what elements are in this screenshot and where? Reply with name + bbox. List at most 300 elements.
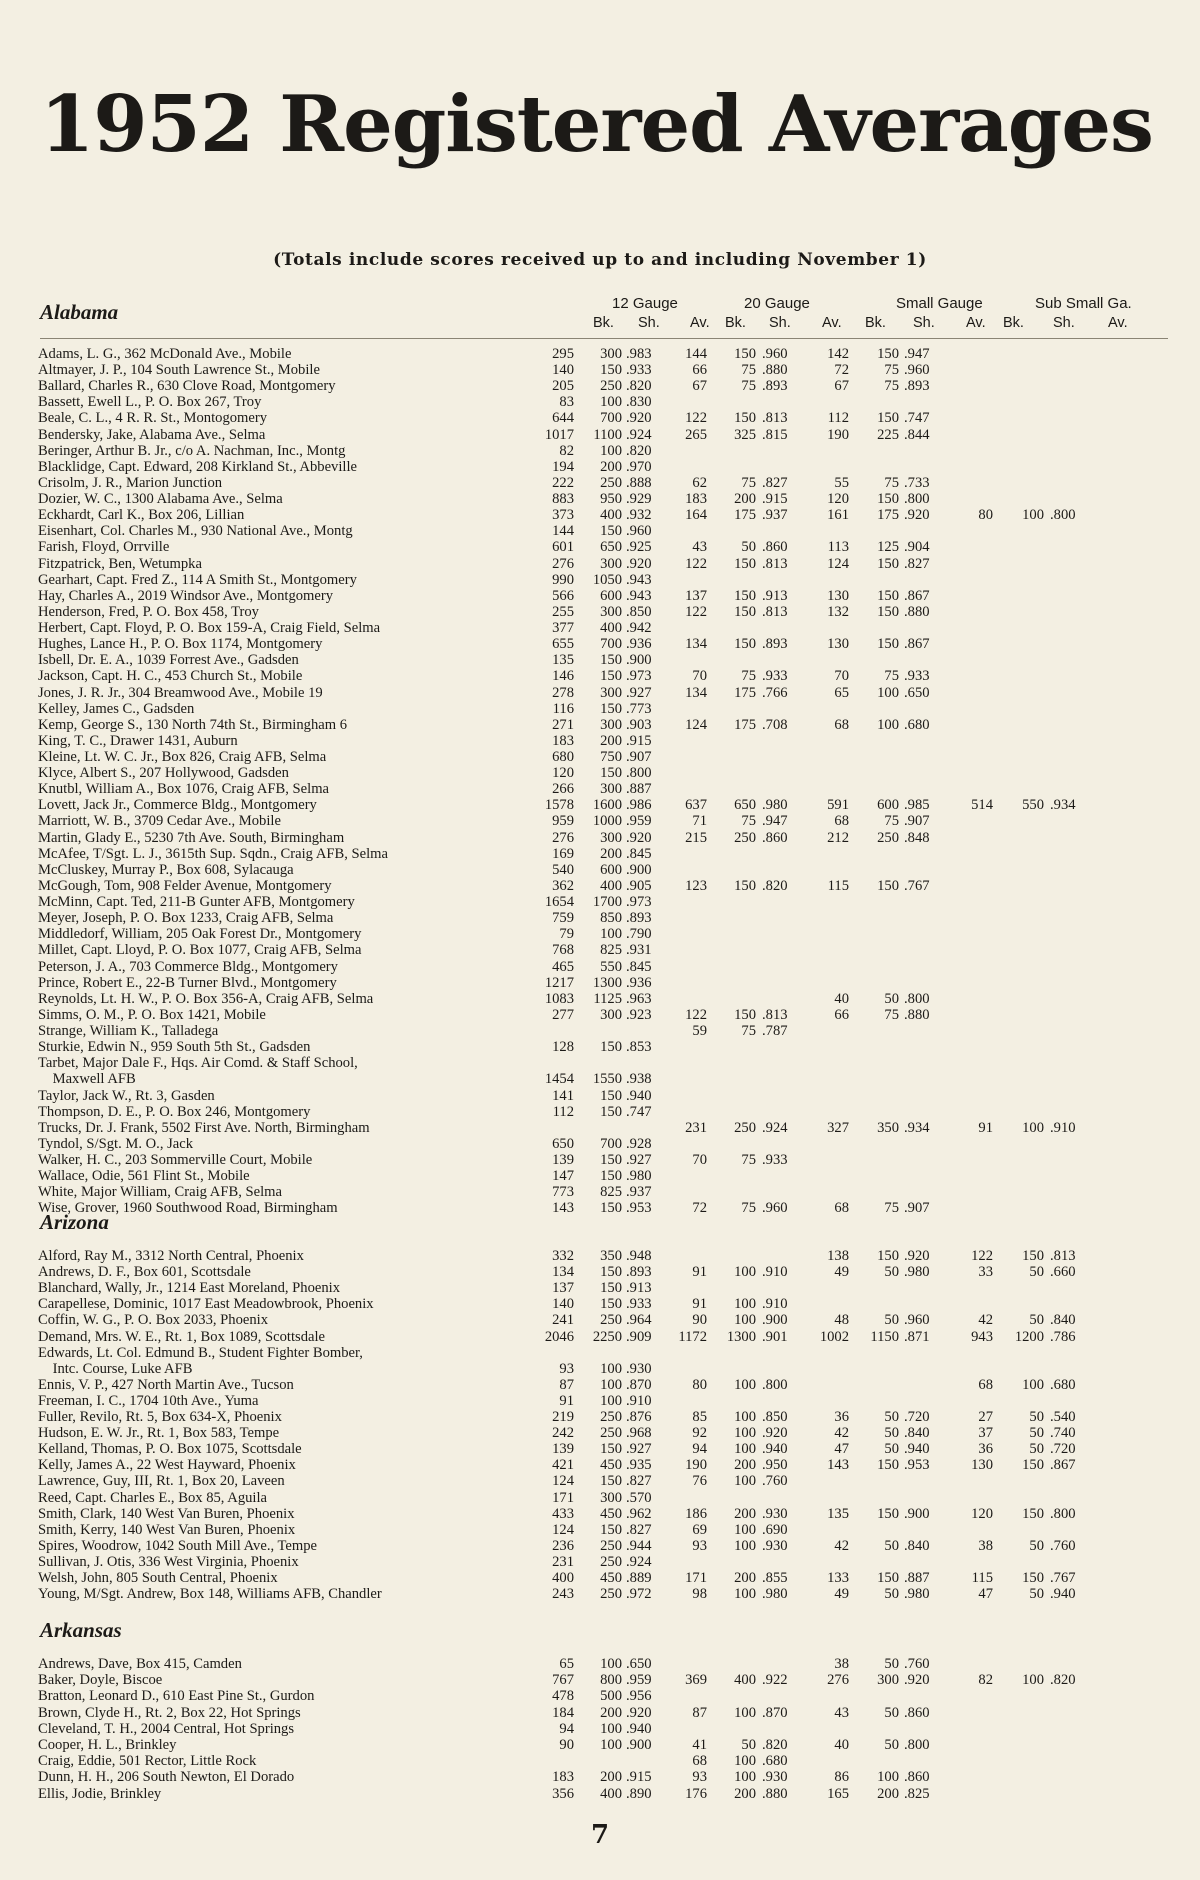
table-row (38, 1007, 1168, 1023)
average-cell: .790 (626, 926, 652, 943)
shooter-name: Lovett, Jack Jr., Commerce Bldg., Montgomery (38, 797, 317, 814)
table-row (38, 620, 1168, 636)
broke-cell: 68 (834, 716, 849, 733)
broke-cell: 655 (552, 636, 574, 653)
shot-cell: 600 (600, 861, 622, 878)
shooter-name: Herbert, Capt. Floyd, P. O. Box 159-A, Craig Field, Selma (38, 620, 381, 637)
shooter-name: Reynolds, Lt. H. W., P. O. Box 356-A, Craig AFB, Selma (38, 990, 374, 1007)
broke-cell: 276 (827, 1672, 849, 1689)
table-row (38, 797, 1168, 813)
shot-cell: 50 (741, 1737, 756, 1753)
shot-cell: 100 (734, 1473, 756, 1490)
table-row (38, 942, 1168, 958)
average-cell: .767 (904, 877, 930, 894)
shot-cell: 150 (877, 346, 899, 362)
shooter-name: McMinn, Capt. Ted, 211-B Gunter AFB, Montgomery (38, 894, 355, 911)
broke-cell: 135 (827, 1505, 849, 1522)
average-cell: .853 (626, 1039, 652, 1056)
table-row (38, 1329, 1168, 1345)
table-row (38, 1055, 1168, 1071)
shot-cell: 50 (884, 1656, 899, 1672)
table-row (38, 1136, 1168, 1152)
shot-cell: 700 (600, 1135, 622, 1152)
average-cell: .913 (762, 587, 788, 604)
broke-cell: 124 (685, 716, 707, 733)
shot-cell: 150 (877, 1457, 899, 1474)
col-bk: Bk. (593, 315, 614, 331)
broke-cell: 122 (685, 1006, 707, 1023)
table-row (38, 1656, 1168, 1672)
shot-cell: 50 (1029, 1537, 1044, 1554)
shot-cell: 550 (600, 958, 622, 975)
broke-cell: 93 (692, 1537, 707, 1554)
broke-cell: 112 (827, 410, 849, 427)
average-cell: .800 (904, 990, 930, 1007)
broke-cell: 138 (827, 1248, 849, 1264)
shooter-name: Freeman, I. C., 1704 10th Ave., Yuma (38, 1392, 259, 1409)
broke-cell: 219 (552, 1409, 574, 1425)
average-cell: .928 (626, 1135, 652, 1152)
broke-cell: 164 (685, 507, 707, 524)
shot-cell: 150 (600, 1103, 622, 1120)
shot-cell: 75 (884, 668, 899, 685)
broke-cell: 55 (834, 474, 849, 491)
shot-cell: 125 (877, 539, 899, 556)
shot-cell: 175 (734, 716, 756, 733)
table-row (38, 1586, 1168, 1602)
shooter-name: Bratton, Leonard D., 610 East Pine St., Gurdon (38, 1688, 315, 1705)
broke-cell: 478 (552, 1688, 574, 1705)
table-row (38, 459, 1168, 475)
average-cell: .850 (762, 1409, 788, 1425)
shooter-name: McGough, Tom, 908 Felder Avenue, Montgomery (38, 877, 332, 894)
table-row (38, 1168, 1168, 1184)
average-cell: .893 (626, 910, 652, 927)
broke-cell: 87 (692, 1704, 707, 1721)
shooter-name: Kelly, James A., 22 West Hayward, Phoenix (38, 1457, 296, 1474)
broke-cell: 130 (971, 1457, 993, 1474)
shot-cell: 300 (600, 684, 622, 701)
average-cell: .980 (626, 1168, 652, 1185)
shot-cell: 75 (741, 474, 756, 491)
average-cell: .980 (762, 797, 788, 814)
average-cell: .893 (762, 378, 788, 395)
state-heading: Alabama (40, 300, 119, 324)
shot-cell: 100 (734, 1537, 756, 1554)
broke-cell: 124 (827, 555, 849, 572)
average-cell: .813 (762, 1006, 788, 1023)
shot-cell: 400 (600, 507, 622, 524)
broke-cell: 91 (692, 1264, 707, 1281)
average-cell: .773 (626, 700, 652, 717)
table-row (38, 1705, 1168, 1721)
shooter-name: Simms, O. M., P. O. Box 1421, Mobile (38, 1006, 266, 1023)
broke-cell: 40 (834, 990, 849, 1007)
shooter-name: Edwards, Lt. Col. Edmund B., Student Fighter Bomber, (38, 1344, 363, 1361)
average-cell: .938 (626, 1071, 652, 1088)
table-row (38, 523, 1168, 539)
shot-cell: 300 (600, 829, 622, 846)
table-row (38, 1786, 1168, 1802)
shot-cell: 75 (741, 813, 756, 830)
broke-cell: 80 (692, 1376, 707, 1393)
broke-cell: 990 (552, 571, 574, 588)
shot-cell: 100 (600, 1376, 622, 1393)
broke-cell: 255 (552, 603, 574, 620)
shot-cell: 100 (877, 716, 899, 733)
shot-cell: 100 (734, 1441, 756, 1458)
shooter-name: Intc. Course, Luke AFB (38, 1360, 193, 1377)
broke-cell: 137 (552, 1280, 574, 1297)
average-cell: .860 (904, 1769, 930, 1786)
average-cell: .900 (762, 1312, 788, 1329)
broke-cell: 62 (692, 474, 707, 491)
table-row (38, 588, 1168, 604)
shot-cell: 1300 (726, 1328, 756, 1345)
shooter-name: King, T. C., Drawer 1431, Auburn (38, 732, 238, 749)
table-row (38, 830, 1168, 846)
broke-cell: 113 (827, 539, 849, 556)
broke-cell: 142 (827, 346, 849, 362)
broke-cell: 49 (834, 1264, 849, 1281)
col-bk: Bk. (865, 315, 886, 331)
shooter-name: Kleine, Lt. W. C. Jr., Box 826, Craig AFB, Selma (38, 749, 327, 765)
broke-cell: 171 (552, 1489, 574, 1506)
average-cell: .943 (626, 571, 652, 588)
shot-cell: 75 (884, 1006, 899, 1023)
average-cell: .947 (904, 346, 930, 362)
broke-cell: 680 (552, 749, 574, 765)
table-row (38, 1672, 1168, 1688)
broke-cell: 76 (692, 1473, 707, 1490)
table-row (38, 862, 1168, 878)
broke-cell: 1172 (678, 1328, 707, 1345)
shot-cell: 400 (600, 1785, 622, 1802)
shot-cell: 250 (734, 1119, 756, 1136)
shot-cell: 150 (734, 555, 756, 572)
average-cell: .747 (904, 410, 930, 427)
average-cell: .890 (626, 1785, 652, 1802)
table-row (38, 604, 1168, 620)
average-cell: .920 (904, 507, 930, 524)
average-cell: .924 (626, 1553, 652, 1570)
shooter-name: Brown, Clyde H., Rt. 2, Box 22, Hot Springs (38, 1704, 301, 1721)
shot-cell: 1700 (592, 894, 622, 911)
shooter-name: Hughes, Lance H., P. O. Box 1174, Montgomery (38, 636, 323, 653)
shooter-name: Blacklidge, Capt. Edward, 208 Kirkland St., Abbeville (38, 458, 357, 475)
average-cell: .933 (626, 362, 652, 379)
average-cell: .720 (904, 1409, 930, 1425)
average-cell: .943 (626, 587, 652, 604)
broke-cell: 94 (559, 1720, 574, 1737)
col-av: Av. (690, 315, 710, 331)
broke-cell: 48 (834, 1312, 849, 1329)
shot-cell: 1150 (870, 1328, 899, 1345)
broke-cell: 265 (685, 426, 707, 443)
shooter-name: Craig, Eddie, 501 Rector, Little Rock (38, 1753, 257, 1770)
shot-cell: 350 (600, 1248, 622, 1264)
broke-cell: 190 (685, 1457, 707, 1474)
average-cell: .920 (762, 1425, 788, 1442)
shot-cell: 850 (600, 910, 622, 927)
broke-cell: 47 (978, 1586, 993, 1603)
table-row (38, 1345, 1168, 1361)
table-row (38, 685, 1168, 701)
shot-cell: 1100 (593, 426, 622, 443)
table-row (38, 975, 1168, 991)
shot-cell: 100 (734, 1586, 756, 1603)
average-cell: .827 (626, 1521, 652, 1538)
shot-cell: 250 (600, 1537, 622, 1554)
broke-cell: 79 (559, 926, 574, 943)
average-cell: .904 (904, 539, 930, 556)
table-row (38, 1425, 1168, 1441)
average-cell: .929 (626, 491, 652, 508)
col-sh: Sh. (913, 315, 935, 331)
broke-cell: 540 (552, 861, 574, 878)
shot-cell: 175 (877, 507, 899, 524)
shot-cell: 150 (600, 1152, 622, 1168)
average-cell: .930 (762, 1769, 788, 1786)
broke-cell: 38 (834, 1656, 849, 1672)
shot-cell: 50 (884, 1264, 899, 1281)
shooter-name: Welsh, John, 805 South Central, Phoenix (38, 1570, 278, 1586)
shooter-name: Young, M/Sgt. Andrew, Box 148, Williams AFB, Chandler (38, 1586, 382, 1603)
broke-cell: 86 (834, 1769, 849, 1786)
broke-cell: 85 (692, 1409, 707, 1425)
average-cell: .860 (762, 829, 788, 846)
broke-cell: 591 (827, 797, 849, 814)
broke-cell: 128 (552, 1039, 574, 1056)
shot-cell: 300 (600, 346, 622, 362)
table-row (38, 652, 1168, 668)
state-heading: Arizona (40, 1210, 109, 1234)
average-cell: .907 (904, 813, 930, 830)
shot-cell: 400 (600, 620, 622, 637)
shot-cell: 300 (600, 603, 622, 620)
average-cell: .820 (762, 1737, 788, 1753)
shooter-name: Kelland, Thomas, P. O. Box 1075, Scottsdale (38, 1441, 302, 1458)
shooter-name: Crisolm, J. R., Marion Junction (38, 474, 223, 491)
shot-cell: 1600 (592, 797, 622, 814)
average-cell: .924 (626, 426, 652, 443)
broke-cell: 124 (552, 1521, 574, 1538)
average-cell: .800 (762, 1376, 788, 1393)
broke-cell: 241 (552, 1312, 574, 1329)
average-cell: .880 (904, 603, 930, 620)
broke-cell: 140 (552, 1296, 574, 1313)
average-cell: .915 (626, 732, 652, 749)
table-row (38, 507, 1168, 523)
average-cell: .953 (904, 1457, 930, 1474)
broke-cell: 67 (692, 378, 707, 395)
shot-cell: 75 (741, 378, 756, 395)
average-cell: .840 (1050, 1312, 1076, 1329)
table-row (38, 1248, 1168, 1264)
broke-cell: 66 (834, 1006, 849, 1023)
shooter-name: White, Major William, Craig AFB, Selma (38, 1184, 282, 1201)
shot-cell: 250 (600, 474, 622, 491)
average-cell: .940 (762, 1441, 788, 1458)
shot-cell: 175 (734, 684, 756, 701)
shooter-name: Middledorf, William, 205 Oak Forest Dr., Montgomery (38, 926, 362, 943)
broke-cell: 93 (692, 1769, 707, 1786)
average-cell: .935 (626, 1457, 652, 1474)
shot-cell: 75 (741, 668, 756, 685)
shooter-name: Tarbet, Major Dale F., Hqs. Air Comd. & Staff School, (38, 1055, 358, 1072)
group-small-gauge: Small Gauge (896, 295, 983, 312)
broke-cell: 165 (827, 1785, 849, 1802)
shot-cell: 950 (600, 491, 622, 508)
broke-cell: 94 (692, 1441, 707, 1458)
shot-cell: 150 (877, 603, 899, 620)
shooter-name: McAfee, T/Sgt. L. J., 3615th Sup. Sqdn., Craig AFB, Selma (38, 845, 388, 862)
shot-cell: 200 (734, 1785, 756, 1802)
broke-cell: 124 (552, 1473, 574, 1490)
average-cell: .927 (626, 1441, 652, 1458)
broke-cell: 1083 (544, 990, 574, 1007)
broke-cell: 271 (552, 716, 574, 733)
average-cell: .934 (904, 1119, 930, 1136)
shot-cell: 100 (734, 1425, 756, 1442)
broke-cell: 98 (692, 1586, 707, 1603)
page-subtitle: (Totals include scores received up to and including November 1) (273, 250, 927, 270)
shot-cell: 50 (884, 1537, 899, 1554)
shot-cell: 300 (600, 1489, 622, 1506)
broke-cell: 186 (685, 1505, 707, 1522)
shot-cell: 175 (734, 507, 756, 524)
average-cell: .956 (626, 1688, 652, 1705)
broke-cell: 93 (559, 1360, 574, 1377)
average-cell: .900 (626, 652, 652, 669)
broke-cell: 231 (552, 1553, 574, 1570)
shooter-name: Cleveland, T. H., 2004 Central, Hot Springs (38, 1720, 295, 1737)
shot-cell: 1200 (1014, 1328, 1044, 1345)
shot-cell: 250 (600, 378, 622, 395)
shot-cell: 750 (600, 749, 622, 765)
group-20-gauge: 20 Gauge (744, 295, 810, 312)
average-cell: .813 (762, 555, 788, 572)
table-row (38, 765, 1168, 781)
broke-cell: 644 (552, 410, 574, 427)
average-cell: .937 (626, 1184, 652, 1201)
page-title: 1952 Registered Averages (40, 79, 1153, 170)
table-row (38, 1473, 1168, 1489)
table-row (38, 539, 1168, 555)
broke-cell: 65 (559, 1656, 574, 1672)
broke-cell: 42 (978, 1312, 993, 1329)
broke-cell: 40 (834, 1737, 849, 1753)
broke-cell: 1002 (819, 1328, 849, 1345)
broke-cell: 47 (834, 1441, 849, 1458)
average-cell: .930 (626, 1360, 652, 1377)
broke-cell: 27 (978, 1409, 993, 1425)
shooter-name: Ennis, V. P., 427 North Martin Ave., Tucson (38, 1376, 294, 1393)
broke-cell: 759 (552, 910, 574, 927)
average-cell: .815 (762, 426, 788, 443)
shooter-name: Altmayer, J. P., 104 South Lawrence St., Mobile (38, 362, 320, 379)
shot-cell: 150 (877, 1570, 899, 1586)
average-cell: .760 (904, 1656, 930, 1672)
average-cell: .933 (762, 1152, 788, 1168)
average-cell: .867 (904, 587, 930, 604)
average-cell: .930 (762, 1505, 788, 1522)
average-cell: .948 (626, 1248, 652, 1264)
shooter-name: Smith, Kerry, 140 West Van Buren, Phoenix (38, 1521, 296, 1538)
average-cell: .980 (762, 1586, 788, 1603)
shot-cell: 100 (734, 1753, 756, 1770)
shot-cell: 100 (877, 684, 899, 701)
shooter-name: Baker, Doyle, Biscoe (38, 1672, 163, 1689)
shooter-name: Spires, Woodrow, 1042 South Mill Ave., Tempe (38, 1537, 317, 1554)
shot-cell: 50 (884, 1409, 899, 1425)
shot-cell: 100 (1022, 1119, 1044, 1136)
average-cell: .827 (626, 1473, 652, 1490)
average-cell: .800 (904, 1737, 930, 1753)
shooter-name: Beale, C. L., 4 R. R. St., Montogomery (38, 410, 268, 427)
average-cell: .934 (1050, 797, 1076, 814)
shooter-name: Beringer, Arthur B. Jr., c/o A. Nachman, Inc., Montg (38, 442, 346, 459)
shot-cell: 150 (600, 1441, 622, 1458)
shot-cell: 1125 (593, 990, 622, 1007)
average-cell: .980 (904, 1586, 930, 1603)
shooter-name: Trucks, Dr. J. Frank, 5502 First Ave. North, Birmingham (38, 1119, 370, 1136)
shot-cell: 250 (600, 1553, 622, 1570)
average-cell: .893 (762, 636, 788, 653)
group-12-gauge: 12 Gauge (612, 295, 678, 312)
broke-cell: 161 (827, 507, 849, 524)
average-cell: .871 (904, 1328, 930, 1345)
broke-cell: 146 (552, 668, 574, 685)
average-cell: .708 (762, 716, 788, 733)
broke-cell: 1578 (544, 797, 574, 814)
shooter-name: Lawrence, Guy, III, Rt. 1, Box 20, Laveen (38, 1473, 285, 1490)
shot-cell: 150 (600, 1473, 622, 1490)
shot-cell: 250 (600, 1425, 622, 1442)
table-row (38, 1152, 1168, 1168)
shot-cell: 150 (600, 1296, 622, 1313)
broke-cell: 36 (834, 1409, 849, 1425)
shot-cell: 100 (600, 1360, 622, 1377)
average-cell: .923 (626, 1006, 652, 1023)
shooter-name: Bendersky, Jake, Alabama Ave., Selma (38, 426, 266, 443)
broke-cell: 122 (685, 603, 707, 620)
average-cell: .972 (626, 1586, 652, 1603)
broke-cell: 49 (834, 1586, 849, 1603)
shooter-name: Gearhart, Capt. Fred Z., 114 A Smith St., Montgomery (38, 571, 357, 588)
shooter-name: Cooper, H. L., Brinkley (38, 1737, 177, 1753)
broke-cell: 183 (552, 1769, 574, 1786)
broke-cell: 295 (552, 346, 574, 362)
broke-cell: 66 (692, 362, 707, 379)
shooter-name: Meyer, Joseph, P. O. Box 1233, Craig AFB, Selma (38, 910, 334, 927)
shot-cell: 50 (884, 1312, 899, 1329)
broke-cell: 1017 (544, 426, 574, 443)
broke-cell: 362 (552, 877, 574, 894)
broke-cell: 421 (552, 1457, 574, 1474)
col-sh: Sh. (769, 315, 791, 331)
average-cell: .680 (904, 716, 930, 733)
average-cell: .940 (1050, 1586, 1076, 1603)
shooter-name: Carapellese, Dominic, 1017 East Meadowbrook, Phoenix (38, 1296, 374, 1313)
table-row (38, 1264, 1168, 1280)
broke-cell: 41 (692, 1737, 707, 1753)
broke-cell: 773 (552, 1184, 574, 1201)
table-row (38, 1688, 1168, 1704)
col-av: Av. (822, 315, 842, 331)
average-cell: .855 (762, 1570, 788, 1586)
shot-cell: 150 (877, 1248, 899, 1264)
